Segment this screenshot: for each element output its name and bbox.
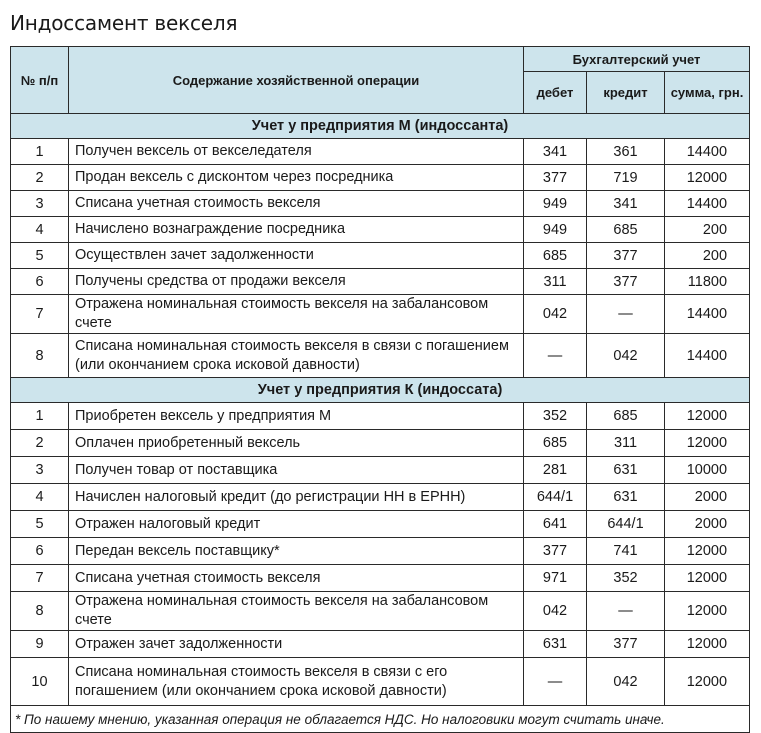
credit-account: 361 xyxy=(587,139,665,165)
operation-description: Получен товар от поставщика xyxy=(69,457,524,484)
credit-account: 631 xyxy=(587,484,665,511)
amount: 12000 xyxy=(665,403,750,430)
table-row xyxy=(11,403,750,430)
amount: 12000 xyxy=(665,631,750,658)
debit-account: 281 xyxy=(524,457,587,484)
credit-account: 685 xyxy=(587,217,665,243)
operation-description: Продан вексель с дисконтом через посредника xyxy=(69,165,524,191)
debit-account: 377 xyxy=(524,538,587,565)
credit-account: 352 xyxy=(587,565,665,592)
amount: 12000 xyxy=(665,658,750,706)
row-number: 9 xyxy=(11,631,69,658)
header-sum: сумма, грн. xyxy=(665,72,750,114)
credit-account: 644/1 xyxy=(587,511,665,538)
header-num: № п/п xyxy=(11,47,69,114)
table-row xyxy=(11,191,750,217)
credit-account: 741 xyxy=(587,538,665,565)
header-debit: дебет xyxy=(524,72,587,114)
table-row xyxy=(11,538,750,565)
row-number: 4 xyxy=(11,217,69,243)
footnote: * По нашему мнению, указанная операция не облагается НДС. Но налоговики могут считать иначе. xyxy=(11,706,750,733)
credit-account: 042 xyxy=(587,658,665,706)
row-number: 4 xyxy=(11,484,69,511)
credit-account: 377 xyxy=(587,631,665,658)
table-row xyxy=(11,511,750,538)
table-row xyxy=(11,457,750,484)
debit-account: — xyxy=(524,658,587,706)
debit-account: 949 xyxy=(524,191,587,217)
table-row xyxy=(11,334,750,378)
table-row xyxy=(11,484,750,511)
operation-description: Оплачен приобретенный вексель xyxy=(69,430,524,457)
row-number: 2 xyxy=(11,430,69,457)
debit-account: 311 xyxy=(524,269,587,295)
debit-account: — xyxy=(524,334,587,378)
debit-account: 971 xyxy=(524,565,587,592)
debit-account: 377 xyxy=(524,165,587,191)
row-number: 10 xyxy=(11,658,69,706)
operation-description: Начислен налоговый кредит (до регистрации НН в ЕРНН) xyxy=(69,484,524,511)
table-row xyxy=(11,658,750,706)
row-number: 7 xyxy=(11,295,69,334)
debit-account: 341 xyxy=(524,139,587,165)
row-number: 3 xyxy=(11,191,69,217)
header-accounting: Бухгалтерский учет xyxy=(524,47,750,72)
table-row xyxy=(11,243,750,269)
operation-description: Передан вексель поставщику* xyxy=(69,538,524,565)
section-header-row xyxy=(11,114,750,139)
amount: 14400 xyxy=(665,295,750,334)
credit-account: 042 xyxy=(587,334,665,378)
table-row xyxy=(11,165,750,191)
table-row xyxy=(11,631,750,658)
row-number: 8 xyxy=(11,334,69,378)
credit-account: 631 xyxy=(587,457,665,484)
credit-account: 719 xyxy=(587,165,665,191)
operation-description: Отражена номинальная стоимость векселя на забалансовом счете xyxy=(69,592,524,631)
credit-account: 341 xyxy=(587,191,665,217)
page-title: Индоссамент векселя xyxy=(10,11,238,35)
debit-account: 631 xyxy=(524,631,587,658)
amount: 12000 xyxy=(665,565,750,592)
credit-account: 685 xyxy=(587,403,665,430)
credit-account: 377 xyxy=(587,243,665,269)
debit-account: 644/1 xyxy=(524,484,587,511)
row-number: 3 xyxy=(11,457,69,484)
debit-account: 042 xyxy=(524,592,587,631)
operation-description: Списана номинальная стоимость векселя в связи с его погашением (или окончанием срока исковой давности) xyxy=(69,658,524,706)
debit-account: 042 xyxy=(524,295,587,334)
operation-description: Осуществлен зачет задолженности xyxy=(69,243,524,269)
amount: 2000 xyxy=(665,511,750,538)
table-row xyxy=(11,217,750,243)
operation-description: Отражен налоговый кредит xyxy=(69,511,524,538)
debit-account: 685 xyxy=(524,430,587,457)
amount: 200 xyxy=(665,217,750,243)
row-number: 6 xyxy=(11,269,69,295)
header-credit: кредит xyxy=(587,72,665,114)
operation-description: Получен вексель от векселедателя xyxy=(69,139,524,165)
table-row xyxy=(11,430,750,457)
amount: 10000 xyxy=(665,457,750,484)
credit-account: — xyxy=(587,295,665,334)
amount: 12000 xyxy=(665,592,750,631)
credit-account: 377 xyxy=(587,269,665,295)
table-row xyxy=(11,139,750,165)
table-row xyxy=(11,592,750,631)
row-number: 2 xyxy=(11,165,69,191)
operation-description: Списана номинальная стоимость векселя в связи с погашением (или окончанием срока исковой давности) xyxy=(69,334,524,378)
row-number: 5 xyxy=(11,511,69,538)
section-header-row xyxy=(11,378,750,403)
operation-description: Получены средства от продажи векселя xyxy=(69,269,524,295)
amount: 12000 xyxy=(665,430,750,457)
amount: 200 xyxy=(665,243,750,269)
operation-description: Отражена номинальная стоимость векселя на забалансовом счете xyxy=(69,295,524,334)
section-title: Учет у предприятия К (индоссата) xyxy=(11,378,750,403)
credit-account: — xyxy=(587,592,665,631)
table-row xyxy=(11,565,750,592)
table-body xyxy=(11,114,750,706)
operation-description: Списана учетная стоимость векселя xyxy=(69,191,524,217)
credit-account: 311 xyxy=(587,430,665,457)
section-title: Учет у предприятия М (индоссанта) xyxy=(11,114,750,139)
debit-account: 685 xyxy=(524,243,587,269)
amount: 14400 xyxy=(665,334,750,378)
debit-account: 641 xyxy=(524,511,587,538)
operation-description: Списана учетная стоимость векселя xyxy=(69,565,524,592)
amount: 14400 xyxy=(665,139,750,165)
row-number: 5 xyxy=(11,243,69,269)
amount: 11800 xyxy=(665,269,750,295)
row-number: 6 xyxy=(11,538,69,565)
row-number: 8 xyxy=(11,592,69,631)
debit-account: 949 xyxy=(524,217,587,243)
table-row xyxy=(11,269,750,295)
row-number: 1 xyxy=(11,403,69,430)
debit-account: 352 xyxy=(524,403,587,430)
endorsement-table xyxy=(10,46,750,733)
operation-description: Отражен зачет задолженности xyxy=(69,631,524,658)
operation-description: Начислено вознаграждение посредника xyxy=(69,217,524,243)
header-content: Содержание хозяйственной операции xyxy=(69,47,524,114)
row-number: 1 xyxy=(11,139,69,165)
table-row xyxy=(11,295,750,334)
amount: 12000 xyxy=(665,165,750,191)
operation-description: Приобретен вексель у предприятия М xyxy=(69,403,524,430)
amount: 14400 xyxy=(665,191,750,217)
amount: 2000 xyxy=(665,484,750,511)
row-number: 7 xyxy=(11,565,69,592)
amount: 12000 xyxy=(665,538,750,565)
